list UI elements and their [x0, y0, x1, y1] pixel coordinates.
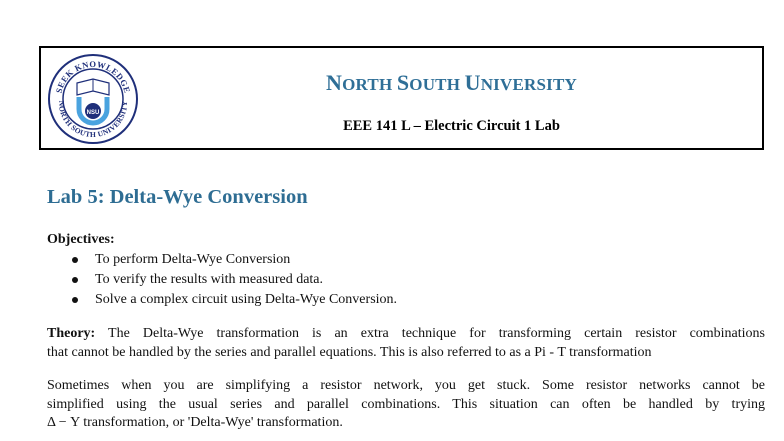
- logo-center-text: NSU: [86, 110, 100, 116]
- body-paragraph: Sometimes when you are simplifying a resistor network, you get stuck. Some resistor networks cannot be simplified using the usual series and parallel combinations. This situation can often be handled by trying Δ − Y transformation, or 'Delta-Wye' transformation.: [47, 378, 765, 430]
- objectives-list: [70, 250, 397, 310]
- logo-bottom-text: NORTH SOUTH UNIVERSITY: [56, 100, 130, 140]
- bullet-icon: [72, 297, 78, 303]
- bullet-icon: [72, 257, 78, 263]
- logo-top-text: SEEK KNOWLEDGE: [53, 58, 133, 95]
- course-title: EEE 141 L – Electric Circuit 1 Lab: [343, 118, 560, 134]
- bullet-icon: [72, 277, 78, 283]
- list-item: To verify the results with measured data.: [70, 270, 397, 290]
- list-item: Solve a complex circuit using Delta-Wye Conversion.: [70, 290, 397, 310]
- university-name: NORTH SOUTH UNIVERSITY: [326, 70, 577, 95]
- theory-label: Theory:: [47, 326, 96, 341]
- theory-paragraph: Theory: The Delta-Wye transformation is an extra technique for transforming certain resistor combinations that cannot be handled by the series and parallel equations. This is also referred to as a Pi - T transformation: [47, 326, 765, 360]
- university-logo: [47, 53, 139, 145]
- lab-title: Lab 5: Delta-Wye Conversion: [47, 186, 308, 208]
- list-item: To perform Delta-Wye Conversion: [70, 250, 397, 270]
- objectives-heading: Objectives:: [47, 232, 115, 247]
- header-box: [39, 46, 764, 150]
